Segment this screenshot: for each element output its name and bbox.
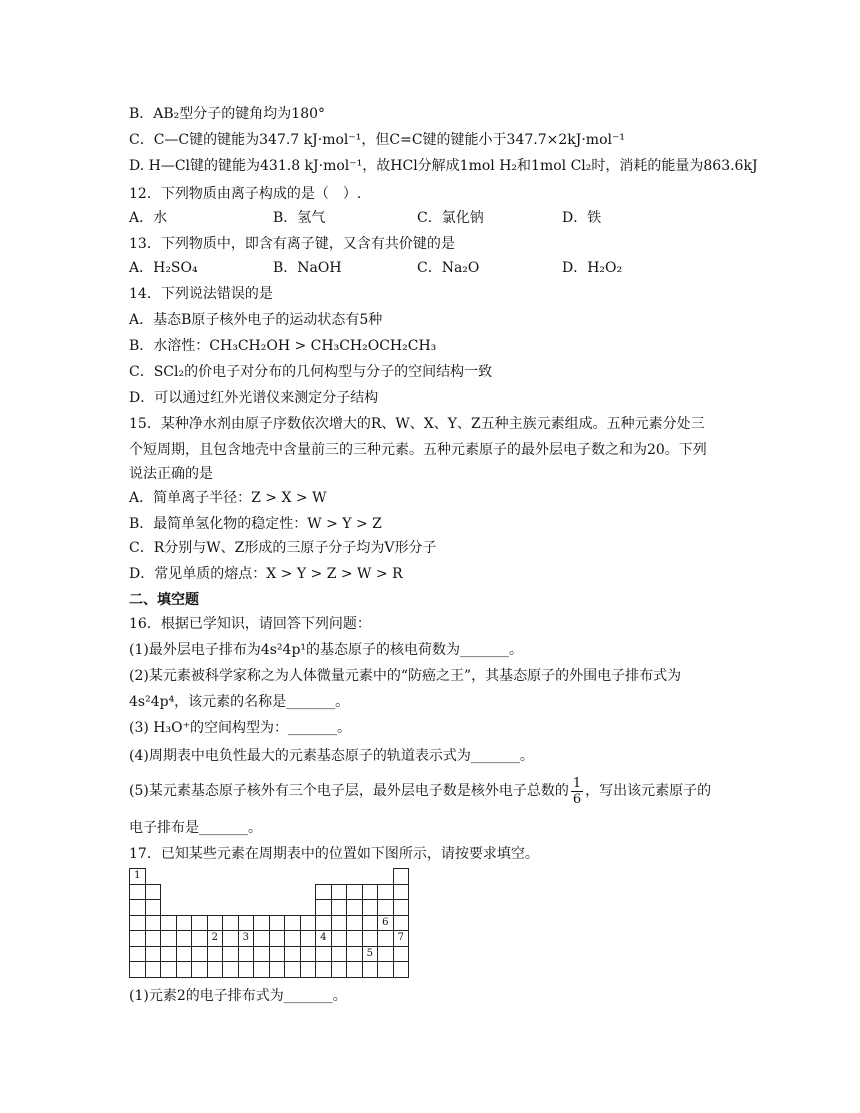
periodic-cell: [331, 884, 347, 900]
periodic-gap: [145, 869, 161, 885]
periodic-cell: [378, 884, 394, 900]
periodic-cell: [130, 900, 146, 916]
text-line: B．AB₂型分子的键角均为180°: [129, 106, 326, 122]
text-line: 4s²4p⁴，该元素的名称是_______。: [129, 694, 350, 710]
periodic-gap: [207, 869, 223, 885]
text-line: (1)最外层电子排布为4s²4p¹的基态原子的核电荷数为_______。: [129, 642, 524, 658]
periodic-cell: [223, 946, 239, 962]
periodic-cell: [393, 946, 409, 962]
fraction-one-sixth: [571, 776, 583, 807]
periodic-cell: [192, 931, 208, 947]
periodic-gap: [238, 900, 254, 916]
periodic-cell: [331, 962, 347, 978]
periodic-gap: [300, 900, 316, 916]
periodic-cell: [347, 962, 363, 978]
periodic-gap: [285, 869, 301, 885]
periodic-cell: [145, 946, 161, 962]
periodic-cell: [393, 869, 409, 885]
text-line: C．SCl₂的价电子对分布的几何构型与分子的空间结构一致: [129, 364, 493, 380]
text-line: 14．下列说法错误的是: [129, 286, 273, 302]
periodic-cell: [238, 962, 254, 978]
periodic-cell: 7: [393, 931, 409, 947]
periodic-gap: [269, 884, 285, 900]
periodic-cell: [223, 962, 239, 978]
periodic-gap: [254, 869, 270, 885]
periodic-cell: [161, 962, 177, 978]
text-line: 12．下列物质由离子构成的是（ ）.: [129, 186, 362, 202]
periodic-cell: 2: [207, 931, 223, 947]
periodic-cell: [393, 900, 409, 916]
periodic-cell: [254, 962, 270, 978]
periodic-gap: [331, 869, 347, 885]
periodic-cell: 1: [130, 869, 146, 885]
periodic-cell: [269, 962, 285, 978]
periodic-cell: [331, 900, 347, 916]
text-line: 电子排布是_______。: [129, 820, 262, 836]
periodic-cell: [331, 915, 347, 931]
periodic-cell: [161, 915, 177, 931]
text-line: 16．根据已学知识，请回答下列问题：: [129, 616, 371, 632]
text-line: C．R分别与W、Z形成的三原子分子均为V形分子: [129, 540, 437, 556]
periodic-cell: [316, 915, 332, 931]
text-line: 15．某种净水剂由原子序数依次增大的R、W、X、Y、Z五种主族元素组成。五种元素分处三: [129, 416, 705, 432]
periodic-cell: [145, 962, 161, 978]
periodic-cell: [176, 962, 192, 978]
periodic-cell: [238, 946, 254, 962]
periodic-cell: [393, 884, 409, 900]
periodic-gap: [238, 869, 254, 885]
periodic-row: [130, 884, 409, 900]
text-line: C．C—C键的键能为347.7 kJ·mol⁻¹，但C=C键的键能小于347.7×2kJ·mol⁻¹: [129, 132, 625, 148]
periodic-cell: [130, 962, 146, 978]
periodic-gap: [254, 884, 270, 900]
periodic-cell: [393, 915, 409, 931]
periodic-gap: [300, 869, 316, 885]
text-line: D. H—Cl键的键能为431.8 kJ·mol⁻¹，故HCl分解成1mol H₂和1mol Cl₂时，消耗的能量为863.6kJ: [129, 158, 758, 174]
periodic-cell: [362, 931, 378, 947]
text-line: A．简单离子半径：Z > X > W: [129, 490, 327, 506]
text-line: 个短周期，且包含地壳中含量前三的三种元素。五种元素原子的最外层电子数之和为20。下列: [129, 442, 707, 458]
periodic-cell: [316, 900, 332, 916]
periodic-cell: [378, 900, 394, 916]
fraction-denominator: 6: [572, 791, 582, 807]
text-line: (4)周期表中电负性最大的元素基态原子的轨道表示式为_______。: [129, 748, 534, 764]
periodic-cell: [347, 900, 363, 916]
q16-part5: [129, 774, 739, 808]
periodic-cell: [378, 946, 394, 962]
periodic-cell: [362, 900, 378, 916]
periodic-cell: [285, 962, 301, 978]
periodic-gap: [300, 884, 316, 900]
periodic-row: [130, 900, 409, 916]
periodic-cell: [145, 884, 161, 900]
text-line: 13．下列物质中，即含有离子键，又含有共价键的是: [129, 236, 455, 252]
periodic-gap: [285, 900, 301, 916]
text-line: 17．已知某些元素在周期表中的位置如下图所示，请按要求填空。: [129, 846, 539, 862]
periodic-cell: [285, 915, 301, 931]
periodic-gap: [269, 900, 285, 916]
periodic-gap: [161, 869, 177, 885]
periodic-cell: [176, 931, 192, 947]
periodic-gap: [176, 884, 192, 900]
periodic-cell: [285, 931, 301, 947]
periodic-cell: [347, 931, 363, 947]
periodic-cell: [347, 946, 363, 962]
periodic-cell: [223, 915, 239, 931]
periodic-cell: 5: [362, 946, 378, 962]
text-line: 说法正确的是: [129, 466, 213, 482]
periodic-gap: [316, 869, 332, 885]
periodic-cell: [207, 946, 223, 962]
periodic-cell: [130, 931, 146, 947]
periodic-row: [130, 946, 409, 962]
periodic-cell: [145, 900, 161, 916]
q12-option-d[interactable]: D．铁: [562, 210, 602, 226]
periodic-cell: [269, 931, 285, 947]
periodic-cell: [269, 915, 285, 931]
periodic-cell: [207, 962, 223, 978]
periodic-cell: 6: [378, 915, 394, 931]
text-line: (1)元素2的电子排布式为_______。: [129, 988, 347, 1004]
periodic-cell: [223, 931, 239, 947]
periodic-cell: [362, 962, 378, 978]
periodic-gap: [347, 869, 363, 885]
periodic-cell: [192, 962, 208, 978]
periodic-row: [130, 869, 409, 885]
periodic-cell: [254, 931, 270, 947]
q16-5-text-after: ，写出该元素原子的: [585, 783, 712, 799]
periodic-cell: [130, 946, 146, 962]
periodic-cell: [145, 915, 161, 931]
periodic-gap: [238, 884, 254, 900]
periodic-cell: [145, 931, 161, 947]
periodic-cell: [378, 962, 394, 978]
periodic-cell: [254, 915, 270, 931]
periodic-gap: [223, 900, 239, 916]
periodic-gap: [223, 884, 239, 900]
q13-option-c[interactable]: C．Na₂O: [417, 260, 480, 276]
periodic-cell: [192, 946, 208, 962]
q12-option-b[interactable]: B．氢气: [273, 210, 326, 226]
periodic-cell: [300, 915, 316, 931]
periodic-cell: [347, 884, 363, 900]
periodic-table-outline: [129, 868, 409, 978]
periodic-cell: [176, 946, 192, 962]
periodic-row: [130, 915, 409, 931]
q13-option-b[interactable]: B．NaOH: [273, 260, 342, 276]
periodic-cell: [300, 931, 316, 947]
q16-5-text-before: (5)某元素基态原子核外有三个电子层，最外层电子数是核外电子总数的: [129, 783, 569, 799]
periodic-row: [130, 962, 409, 978]
periodic-gap: [223, 869, 239, 885]
periodic-row: [130, 931, 409, 947]
periodic-gap: [192, 869, 208, 885]
periodic-cell: 3: [238, 931, 254, 947]
periodic-gap: [254, 900, 270, 916]
periodic-cell: [269, 946, 285, 962]
periodic-cell: [161, 931, 177, 947]
periodic-cell: [331, 946, 347, 962]
periodic-cell: [362, 915, 378, 931]
periodic-gap: [207, 900, 223, 916]
periodic-gap: [192, 884, 208, 900]
periodic-gap: [161, 884, 177, 900]
periodic-gap: [161, 900, 177, 916]
periodic-gap: [176, 869, 192, 885]
periodic-cell: [331, 931, 347, 947]
periodic-gap: [269, 869, 285, 885]
text-line: D．常见单质的熔点：X > Y > Z > W > R: [129, 566, 403, 582]
periodic-gap: [362, 869, 378, 885]
periodic-cell: [161, 946, 177, 962]
section-heading: 二、填空题: [129, 592, 199, 608]
periodic-cell: [316, 946, 332, 962]
periodic-cell: [207, 915, 223, 931]
q13-option-a[interactable]: A．H₂SO₄: [129, 260, 198, 276]
periodic-cell: [316, 962, 332, 978]
q12-option-c[interactable]: C．氯化钠: [417, 210, 484, 226]
periodic-cell: [130, 915, 146, 931]
text-line: A．基态B原子核外电子的运动状态有5种: [129, 312, 383, 328]
text-line: D．可以通过红外光谱仪来测定分子结构: [129, 390, 379, 406]
periodic-gap: [176, 900, 192, 916]
periodic-cell: [347, 915, 363, 931]
q13-option-d[interactable]: D．H₂O₂: [562, 260, 623, 276]
periodic-gap: [207, 884, 223, 900]
periodic-cell: [285, 946, 301, 962]
periodic-cell: [300, 962, 316, 978]
periodic-cell: 4: [316, 931, 332, 947]
fraction-numerator: 1: [572, 775, 582, 791]
periodic-cell: [192, 915, 208, 931]
periodic-gap: [378, 869, 394, 885]
q12-option-a[interactable]: A．水: [129, 210, 168, 226]
periodic-cell: [362, 884, 378, 900]
text-line: (2)某元素被科学家称之为人体微量元素中的“防癌之王”，其基态原子的外围电子排布式为: [129, 668, 682, 684]
periodic-cell: [378, 931, 394, 947]
periodic-gap: [285, 884, 301, 900]
periodic-cell: [300, 946, 316, 962]
text-line: B．水溶性：CH₃CH₂OH > CH₃CH₂OCH₂CH₃: [129, 338, 437, 354]
text-line: B．最简单氢化物的稳定性：W > Y > Z: [129, 516, 382, 532]
periodic-cell: [130, 884, 146, 900]
text-line: (3) H₃O⁺的空间构型为：_______。: [129, 720, 351, 736]
periodic-cell: [316, 884, 332, 900]
periodic-cell: [238, 915, 254, 931]
periodic-cell: [176, 915, 192, 931]
periodic-gap: [192, 900, 208, 916]
periodic-cell: [393, 962, 409, 978]
periodic-cell: [254, 946, 270, 962]
